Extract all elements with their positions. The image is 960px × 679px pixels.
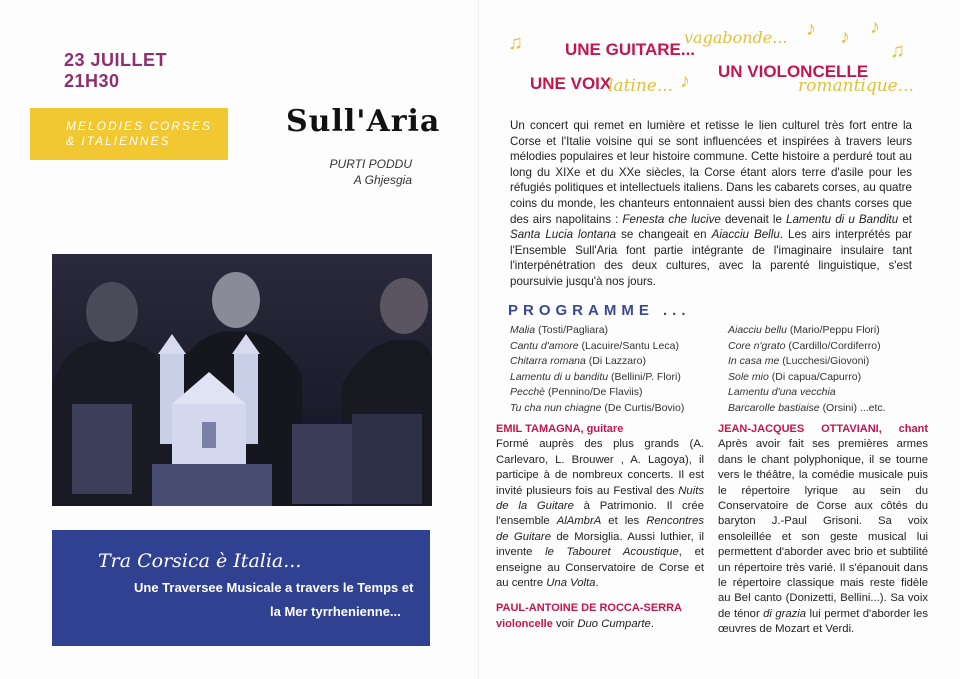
ensemble-title: Sull'Aria xyxy=(286,104,441,139)
headline-romantique: romantique... xyxy=(798,76,914,96)
programme-item: Chitarra romana (Di Lazzaro) xyxy=(510,355,646,368)
programme-title: PROGRAMME ... xyxy=(508,302,691,319)
programme-item: Sole mio (Di capua/Capurro) xyxy=(728,370,862,383)
intro-text: et xyxy=(898,212,913,226)
intro-text: . Les airs interprétés par l'Ensemble Sull'Aria font partie intégrante de l'imaginaire insulaire tant l'interpénétration des deux cultures, avec la parenté linguistique, s'est poursuivie jusqu'à nos jours. xyxy=(510,228,912,288)
genre-text xyxy=(66,119,212,149)
bio-jean-jacques xyxy=(718,422,928,638)
programme-item: Tu cha nun chiagne (De Curtis/Bovio) xyxy=(510,401,685,414)
intro-text: se changeait en xyxy=(616,228,712,242)
music-note-icon: ♪ xyxy=(840,26,850,48)
event-date xyxy=(64,50,167,92)
event-date-day: 23 JUILLET xyxy=(64,50,168,70)
bio-paul-text: violoncelle voir Duo Cumparte. xyxy=(496,617,654,630)
bio-emil-name: EMIL TAMAGNA, guitare xyxy=(496,423,624,435)
intro-text: devenait le xyxy=(720,212,787,226)
tagline-banner xyxy=(52,530,430,646)
bio-emil xyxy=(496,422,704,632)
music-note-icon: ♪ xyxy=(806,18,816,40)
ensemble-photo xyxy=(52,254,432,506)
event-time: 21H30 xyxy=(64,71,120,91)
genre-line-1: MELODIES CORSES xyxy=(66,119,213,133)
venue-line-1: PURTI PODDU xyxy=(329,157,412,171)
programme-item: Lamentu d'una vecchia xyxy=(728,386,836,399)
tagline-line-3: la Mer tyrrhenienne... xyxy=(270,604,401,619)
genre-line-2: & ITALIENNES xyxy=(66,134,171,148)
headline-guitare: UNE GUITARE... xyxy=(565,40,696,59)
intro-text: Un concert qui remet en lumière et retisse le lien culturel très fort entre la Corse et l'Italie voisine qui se sont influencées et inspirées à travers leurs mélodies populaires et leur histoire commune. Cette histoire a perduré tout au long du XIXe et du XXe siècles, la Corse étant alors terre d'asile pour les réfugiés politiques et intellectuels italiens. Dans les cabarets corses, au quatre coins du monde, les chanteurs entonnaient aussi bien des chants corses que des airs napolitains : xyxy=(510,119,912,226)
venue-line-2: A Ghjesgia xyxy=(353,173,412,187)
song-title: Lamentu di u Banditu xyxy=(786,212,899,226)
programme-item: Barcarolle bastiaise (Orsini) ...etc. xyxy=(728,401,886,414)
genre-banner xyxy=(30,108,228,160)
music-note-icon: ♫ xyxy=(890,40,905,62)
tagline-line-2: Une Traversee Musicale a travers le Temps et xyxy=(134,580,414,595)
headline-latine: latine... xyxy=(608,76,674,96)
headline-violoncelle: UN VIOLONCELLE xyxy=(718,62,869,81)
programme-item: Cantu d'amore (Lacuire/Santu Leca) xyxy=(510,339,679,352)
programme-list-right xyxy=(728,323,886,417)
programme-list-left xyxy=(510,323,684,417)
music-note-icon: ♫ xyxy=(508,32,523,54)
programme-item: In casa me (Lucchesi/Giovoni) xyxy=(728,355,870,368)
programme-item: Lamentu di u banditu (Bellini/P. Flori) xyxy=(510,370,681,383)
programme-item: Pecchè (Pennino/De Flaviis) xyxy=(510,386,643,399)
tagline-line-1: Tra Corsica è Italia... xyxy=(98,550,302,572)
intro-paragraph xyxy=(510,118,912,290)
ensemble-photo-illustration xyxy=(52,254,432,506)
bio-emil-text: Formé auprès des plus grands (A. Carlevaro, L. Brouwer , A. Lagoya), il participe à de nombreux concerts. Il est invité plusieurs fois au Festival des Nuits de la Guitare à Patrimonio. Il crée l'ensemble AlAmbrA et les Rencontres de Guitare de Morsiglia. Aussi luthier, il invente le Tabouret Acoustique, et enseigne au Conservatoire de Corse et au centre Una Volta. xyxy=(496,438,704,590)
bio-jj-text: JEAN-JACQUES OTTAVIANI, chant Après avoir fait ses premières armes dans le chant polyphonique, il se tourne vers le théâtre, la comédie musicale puis le répertoire lyrique au sein du Conservatoire de Corse aux côtés du baryton J.-Paul Grisoni. Sa voix ensoleillée et son geste musical lui permettent d'aborder avec brio et subtilité un répertoire très varié. Il s'épanouit dans le répertoire classique mais reste fidèle au Bel canto (Donizetti, Bellini...). Sa voix de ténor di grazia lui permet d'aborder les œuvres de Mozart et Verdi. xyxy=(718,423,928,636)
page-fold xyxy=(478,0,479,679)
venue xyxy=(320,156,412,188)
programme-item: Malia (Tosti/Pagliara) xyxy=(510,324,609,336)
bio-paul-name: PAUL-ANTOINE DE ROCCA-SERRA xyxy=(496,602,682,615)
headline-vagabonde: vagabonde... xyxy=(684,28,788,47)
headline-voix: UNE VOIX xyxy=(530,74,612,93)
programme-item: Core n'grato (Cardillo/Cordiferro) xyxy=(728,339,881,352)
programme-item: Aiacciu bellu (Mario/Peppu Flori) xyxy=(728,324,880,336)
song-title: Aiacciu Bellu xyxy=(711,228,780,242)
song-title: Fenesta che lucive xyxy=(622,212,721,226)
music-note-icon: ♪ xyxy=(680,70,690,92)
song-title: Santa Lucia lontana xyxy=(510,228,617,242)
music-note-icon: ♪ xyxy=(870,16,880,38)
